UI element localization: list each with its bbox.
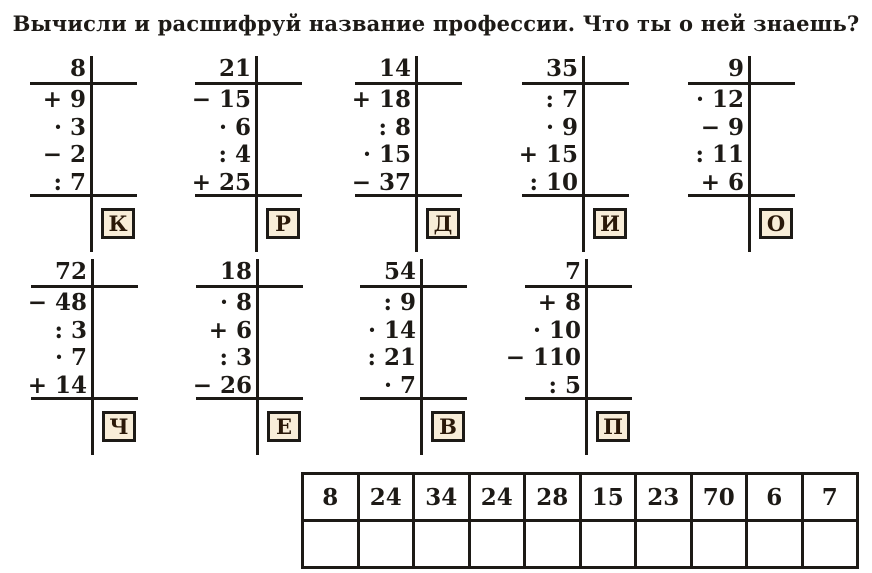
operation: · 7 <box>383 371 416 399</box>
letter-box <box>266 208 300 239</box>
start-number: 14 <box>378 55 411 82</box>
answer-letter-row <box>303 521 858 568</box>
operations-list <box>166 289 252 399</box>
operations-list <box>495 289 581 399</box>
operation: · 12 <box>695 86 744 113</box>
answer-letter-blank-cell[interactable] <box>636 521 692 568</box>
operation: : 4 <box>218 141 251 168</box>
operation: : 21 <box>367 344 416 371</box>
answer-letter-blank-cell[interactable] <box>691 521 747 568</box>
cipher-letter: В <box>439 414 457 439</box>
answer-number-cell: 70 <box>691 474 747 521</box>
operation: − 48 <box>27 289 87 316</box>
operation: : 7 <box>53 168 86 196</box>
calc-block <box>1 258 151 463</box>
calc-block <box>495 258 645 463</box>
operation: + 6 <box>208 316 252 344</box>
letter-box <box>593 208 627 239</box>
letter-box <box>101 208 135 239</box>
operation: + 18 <box>351 86 411 113</box>
letter-box <box>759 208 793 239</box>
answer-number-cell: 28 <box>525 474 581 521</box>
operation: · 14 <box>367 316 416 344</box>
operation: · 15 <box>362 141 411 168</box>
cipher-letter: Р <box>275 211 291 236</box>
vertical-rule <box>748 56 751 252</box>
operation: + 15 <box>518 141 578 168</box>
operation: − 2 <box>42 141 86 168</box>
calc-block <box>492 55 642 260</box>
operation: · 9 <box>545 113 578 141</box>
operation: + 9 <box>42 86 86 113</box>
operation: : 11 <box>695 141 744 168</box>
start-number: 9 <box>727 55 744 82</box>
answer-number-cell: 34 <box>414 474 470 521</box>
operation: − 15 <box>191 86 251 113</box>
letter-box <box>426 208 460 239</box>
answer-number-cell: 8 <box>303 474 359 521</box>
calc-block <box>330 258 480 463</box>
start-number: 8 <box>69 55 86 82</box>
answer-letter-blank-cell[interactable] <box>414 521 470 568</box>
worksheet-title: Вычисли и расшифруй название профессии. Что ты о ней знаешь? <box>12 11 860 36</box>
top-rule <box>195 82 302 85</box>
operation: − 37 <box>351 168 411 196</box>
vertical-rule <box>420 259 423 455</box>
top-rule <box>688 82 795 85</box>
operation: : 5 <box>548 371 581 399</box>
start-number: 7 <box>564 258 581 285</box>
vertical-rule <box>415 56 418 252</box>
answer-number-row <box>303 474 858 521</box>
operation: + 25 <box>191 168 251 196</box>
letter-box <box>102 411 136 442</box>
vertical-rule <box>256 259 259 455</box>
cipher-letter: О <box>766 211 786 236</box>
operation: · 7 <box>54 344 87 371</box>
letter-box <box>596 411 630 442</box>
start-number: 21 <box>218 55 251 82</box>
answer-letter-blank-cell[interactable] <box>358 521 414 568</box>
operations-list <box>330 289 416 399</box>
answer-letter-blank-cell[interactable] <box>303 521 359 568</box>
top-rule <box>355 82 462 85</box>
answer-number-cell: 24 <box>469 474 525 521</box>
answer-number-cell: 24 <box>358 474 414 521</box>
operation: · 3 <box>53 113 86 141</box>
operation: − 9 <box>700 113 744 141</box>
calc-block <box>165 55 315 260</box>
answer-number-cell: 6 <box>747 474 803 521</box>
operation: · 10 <box>532 316 581 344</box>
vertical-rule <box>90 56 93 252</box>
operation: · 8 <box>219 289 252 316</box>
top-rule <box>360 285 467 288</box>
calc-block <box>658 55 808 260</box>
operation: + 8 <box>537 289 581 316</box>
vertical-rule <box>585 259 588 455</box>
answer-table <box>301 472 859 569</box>
answer-letter-blank-cell[interactable] <box>469 521 525 568</box>
calc-block <box>0 55 150 260</box>
top-rule <box>522 82 629 85</box>
operations-list <box>165 86 251 196</box>
answer-letter-blank-cell[interactable] <box>802 521 858 568</box>
operation: : 3 <box>54 316 87 344</box>
vertical-rule <box>255 56 258 252</box>
cipher-letter: П <box>603 414 623 439</box>
vertical-rule <box>91 259 94 455</box>
operation: − 110 <box>505 344 581 371</box>
start-number: 72 <box>54 258 87 285</box>
operations-list <box>325 86 411 196</box>
top-rule <box>31 285 138 288</box>
answer-number-cell: 7 <box>802 474 858 521</box>
answer-letter-blank-cell[interactable] <box>747 521 803 568</box>
calc-block <box>325 55 475 260</box>
operations-list <box>1 289 87 399</box>
answer-letter-blank-cell[interactable] <box>525 521 581 568</box>
top-rule <box>30 82 137 85</box>
start-number: 54 <box>383 258 416 285</box>
operation: + 6 <box>700 168 744 196</box>
top-rule <box>196 285 303 288</box>
operation: : 9 <box>383 289 416 316</box>
answer-number-cell: 23 <box>636 474 692 521</box>
cipher-letter: Ч <box>109 414 129 439</box>
vertical-rule <box>582 56 585 252</box>
start-number: 35 <box>545 55 578 82</box>
cipher-letter: Е <box>275 414 292 439</box>
cipher-letter: И <box>600 211 620 236</box>
operations-list <box>0 86 86 196</box>
top-rule <box>525 285 632 288</box>
letter-box <box>267 411 301 442</box>
operation: : 10 <box>529 168 578 196</box>
answer-number-cell: 15 <box>580 474 636 521</box>
cipher-letter: Д <box>433 211 453 236</box>
operation: · 6 <box>218 113 251 141</box>
cipher-letter: К <box>108 211 128 236</box>
answer-letter-blank-cell[interactable] <box>580 521 636 568</box>
start-number: 18 <box>219 258 252 285</box>
operation: + 14 <box>27 371 87 399</box>
operation: − 26 <box>192 371 252 399</box>
operations-list <box>492 86 578 196</box>
operations-list <box>658 86 744 196</box>
operation: : 8 <box>378 113 411 141</box>
operation: : 7 <box>545 86 578 113</box>
letter-box <box>431 411 465 442</box>
calc-block <box>166 258 316 463</box>
operation: : 3 <box>219 344 252 371</box>
